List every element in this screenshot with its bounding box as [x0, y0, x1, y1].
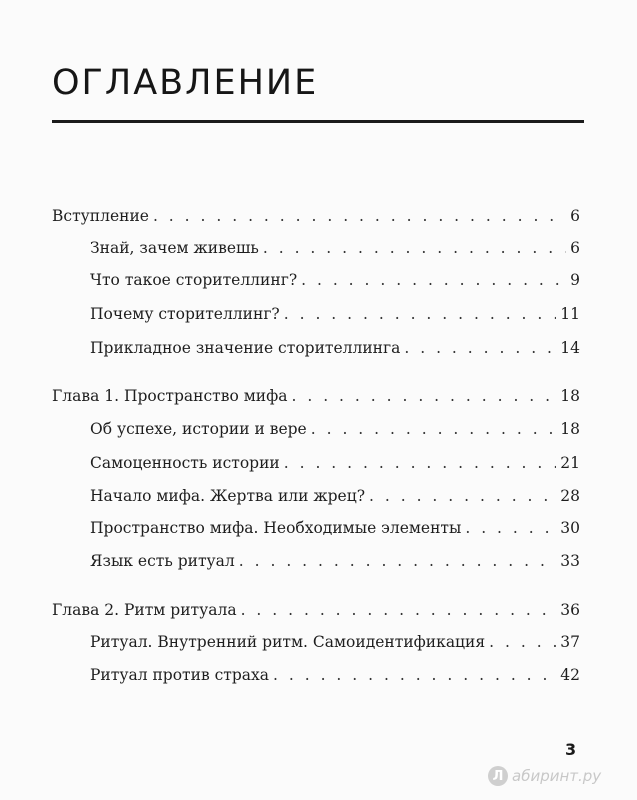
- toc-entry-title: Язык есть ритуал: [90, 552, 235, 570]
- toc-entry-title: Самоценность истории: [90, 454, 280, 472]
- toc-entry-title: Почему сторителлинг?: [90, 305, 280, 323]
- toc-entry: [90, 304, 580, 324]
- toc-entry-title: Знай, зачем живешь: [90, 239, 259, 257]
- toc-entry-page: 21: [560, 454, 580, 472]
- toc-entry-title: Прикладное значение сторителлинга: [90, 339, 401, 357]
- toc-entry-page: 9: [570, 271, 580, 289]
- toc-entry: [90, 238, 580, 258]
- leader-dots: [263, 238, 566, 258]
- watermark: [488, 766, 601, 786]
- toc-entry: [90, 551, 580, 571]
- toc-entry-title: Пространство мифа. Необходимые элементы: [90, 519, 462, 537]
- page-number: 3: [565, 740, 577, 759]
- labirint-logo-icon: Л: [488, 766, 508, 786]
- leader-dots: [239, 551, 557, 571]
- toc-entry: [90, 632, 580, 652]
- toc-entry-title: Начало мифа. Жертва или жрец?: [90, 487, 366, 505]
- leader-dots: [284, 304, 557, 324]
- leader-dots: [311, 419, 557, 439]
- toc-entry-title: Глава 1. Пространство мифа: [52, 387, 288, 405]
- leader-dots: [153, 206, 566, 226]
- page-title: ОГЛАВЛЕНИЕ: [52, 63, 319, 103]
- toc-entry: [52, 600, 580, 620]
- toc-entry-page: 28: [560, 487, 580, 505]
- toc-entry-title: Вступление: [52, 207, 149, 225]
- toc-entry-title: Ритуал. Внутренний ритм. Самоидентификация: [90, 633, 486, 651]
- toc-entry-title: Об успехе, истории и вере: [90, 420, 307, 438]
- leader-dots: [273, 665, 556, 685]
- toc-entry: [90, 518, 580, 538]
- leader-dots: [369, 486, 556, 506]
- toc-entry-page: 14: [560, 339, 580, 357]
- toc-entry-page: 6: [570, 239, 580, 257]
- toc-entry: [52, 386, 580, 406]
- toc-entry: [90, 453, 580, 473]
- toc-entry: [90, 486, 580, 506]
- toc-entry-page: 11: [560, 305, 580, 323]
- toc-entry: [90, 270, 580, 290]
- leader-dots: [404, 338, 556, 358]
- toc-entry-title: Что такое сторителлинг?: [90, 271, 298, 289]
- leader-dots: [489, 632, 556, 652]
- toc-entry-title: Глава 2. Ритм ритуала: [52, 601, 237, 619]
- toc-entry-title: Ритуал против страха: [90, 666, 270, 684]
- toc-entry-page: 42: [560, 666, 580, 684]
- toc-entry-page: 6: [570, 207, 580, 225]
- leader-dots: [301, 270, 566, 290]
- toc-entry-page: 36: [560, 601, 580, 619]
- leader-dots: [291, 386, 556, 406]
- toc-entry: [52, 206, 580, 226]
- toc-entry-page: 30: [560, 519, 580, 537]
- leader-dots: [241, 600, 557, 620]
- watermark-text: абиринт.ру: [512, 767, 602, 785]
- leader-dots: [284, 453, 557, 473]
- toc-entry-page: 18: [560, 387, 580, 405]
- toc-entry: [90, 419, 580, 439]
- leader-dots: [465, 518, 556, 538]
- toc-entry: [90, 338, 580, 358]
- toc-entry-page: 18: [560, 420, 580, 438]
- toc-entry: [90, 665, 580, 685]
- toc-entry-page: 33: [560, 552, 580, 570]
- toc-entry-page: 37: [560, 633, 580, 651]
